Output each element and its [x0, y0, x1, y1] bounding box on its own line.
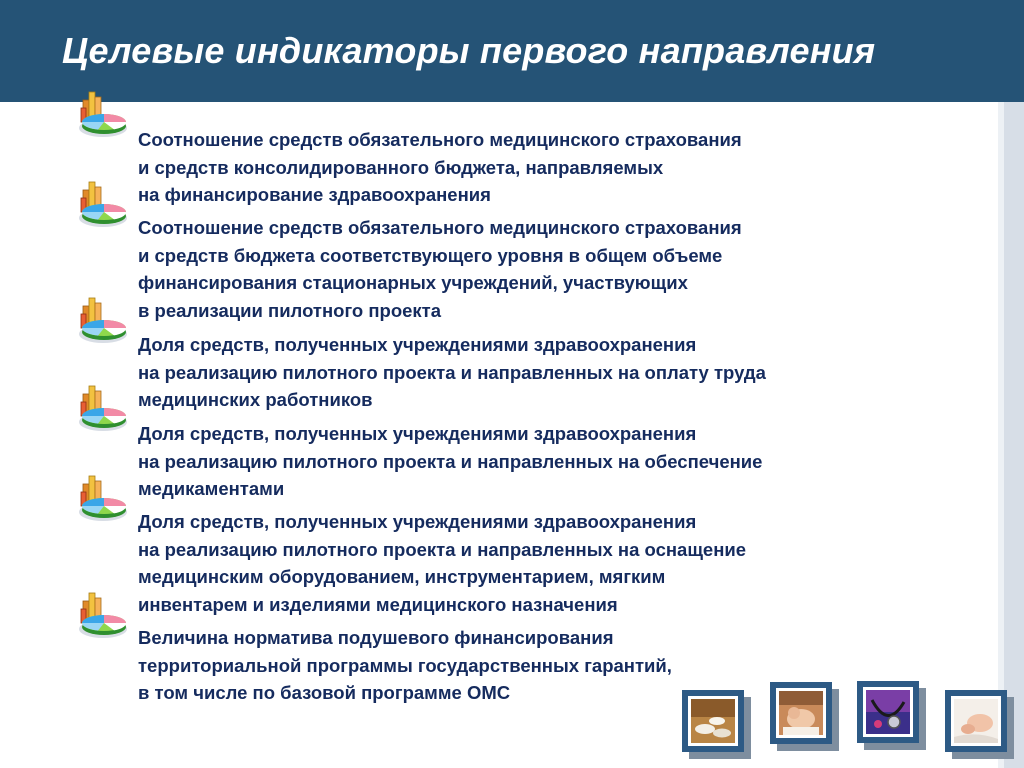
item-line: Соотношение средств обязательного медицинского страхования	[138, 129, 742, 150]
item-line: и средств бюджета соответствующего уровня в общем объеме	[138, 244, 723, 266]
list-item	[138, 214, 918, 324]
list-item	[138, 420, 918, 503]
stethoscope-photo	[857, 681, 919, 743]
pills-photo	[682, 690, 744, 752]
item-line: инвентарем и изделиями медицинского назначения	[138, 593, 618, 615]
item-line: медикаментами	[138, 478, 285, 499]
item-line: на реализацию пилотного проекта и направленных на оплату труда	[138, 361, 766, 383]
hand-photo	[945, 690, 1007, 752]
item-line: медицинским оборудованием, инструментарием, мягким	[138, 566, 666, 587]
item-line: в том числе по базовой программе ОМС	[138, 682, 511, 703]
item-line: территориальной программы государственных гарантий,	[138, 654, 672, 676]
list-item	[138, 126, 918, 209]
chart-bullet-icon	[74, 88, 128, 140]
list-item	[138, 508, 918, 618]
newborn-photo	[770, 682, 832, 744]
chart-bullet-icon	[74, 178, 128, 230]
item-line: Доля средств, полученных учреждениями здравоохранения	[138, 511, 697, 532]
item-line: на финансирование здравоохранения	[138, 184, 491, 205]
item-line: медицинских работников	[138, 389, 373, 410]
list-item	[138, 331, 918, 414]
chart-bullet-icon	[74, 382, 128, 434]
item-line: Доля средств, полученных учреждениями здравоохранения	[138, 423, 697, 444]
chart-bullet-icon	[74, 472, 128, 524]
item-line: Доля средств, полученных учреждениями здравоохранения	[138, 334, 697, 355]
chart-bullet-icon	[74, 294, 128, 346]
item-line: на реализацию пилотного проекта и направленных на оснащение	[138, 538, 747, 560]
item-line: финансирования стационарных учреждений, участвующих	[138, 272, 688, 293]
item-line: в реализации пилотного проекта	[138, 299, 442, 321]
item-line: Соотношение средств обязательного медицинского страхования	[138, 217, 742, 238]
page-title: Целевые индикаторы первого направления	[62, 30, 876, 71]
item-line: Величина норматива подушевого финансирования	[138, 627, 614, 648]
item-line: и средств консолидированного бюджета, направляемых	[138, 156, 664, 178]
item-line: на реализацию пилотного проекта и направленных на обеспечение	[138, 450, 763, 472]
chart-bullet-icon	[74, 589, 128, 641]
